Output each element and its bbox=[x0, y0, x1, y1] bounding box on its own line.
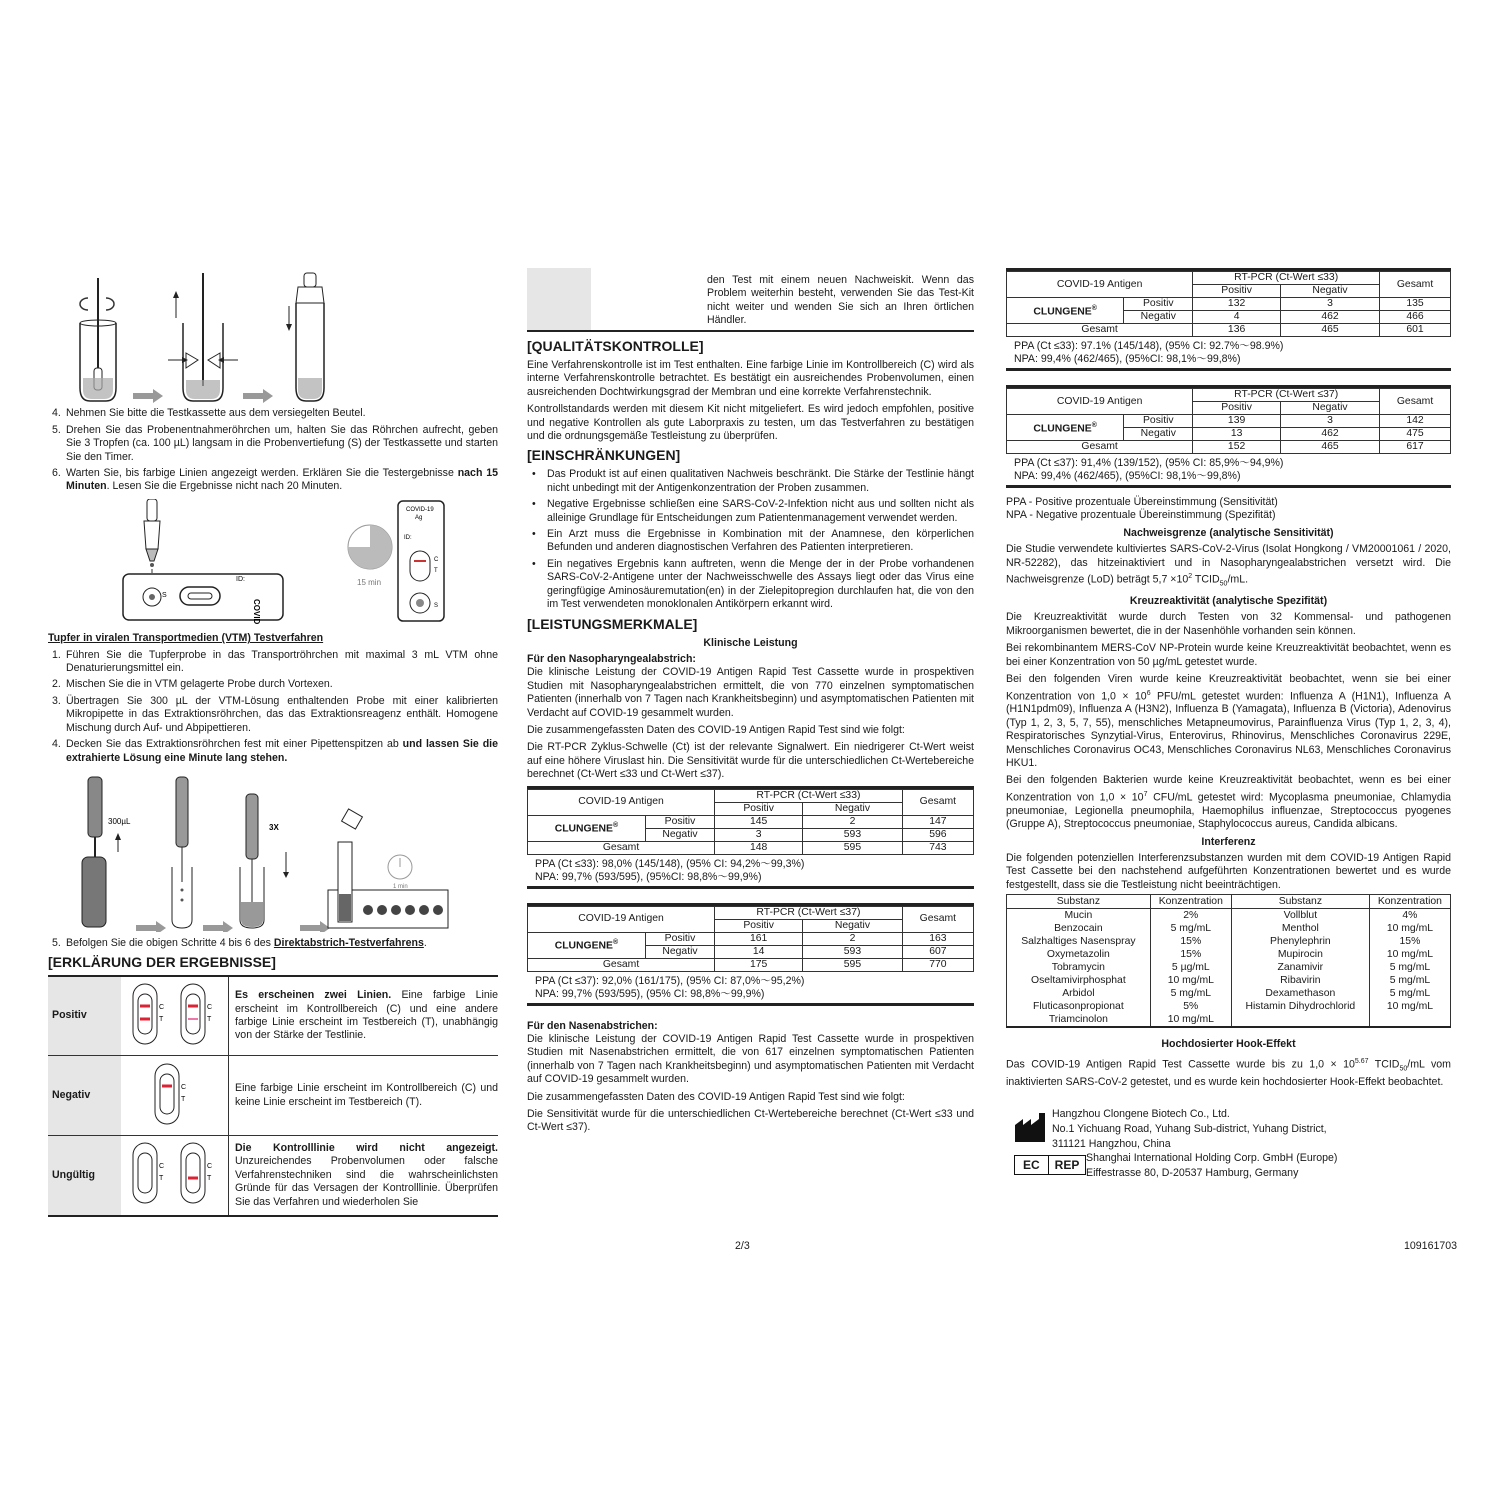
limitation-item: • Ein Arzt muss die Ergebnisse in Kombination mit der Anamnese, den körperlichen Befunden und anderen diagnostischen Verfahren des Patienten interpretieren. bbox=[527, 528, 974, 555]
limitation-item: • Das Produkt ist auf einen qualitativen Nachweis beschränkt. Die Stärke der Testlinie hängt nicht unbedingt mit der Antigenkonzentration der Proben zusammen. bbox=[527, 468, 974, 495]
table-row: Mucin 2% Vollblut 4% bbox=[1007, 909, 1451, 923]
step-item: 3. Übertragen Sie 300 µL der VTM-Lösung enthaltenden Probe mit einer kalibrierten Mikropipette in das Extraktionsröhrchen, das das Extraktionsreagenz enthält. Homogene Mischung durch Auf- und Abpipettieren. bbox=[52, 694, 498, 734]
result-image bbox=[121, 1136, 229, 1216]
step-item: 4. Decken Sie das Extraktionsröhrchen fest mit einer Pipettenspitzen ab und lassen Sie die extrahierte Lösung eine Minute lang stehen. bbox=[52, 738, 498, 764]
cassette-t-2: T bbox=[434, 567, 438, 574]
cassette-timer-illustration bbox=[48, 499, 498, 624]
npa-definition: NPA - Negative prozentuale Übereinstimmung (Spezifität) bbox=[1006, 509, 1276, 522]
pipette-procedure-illustration bbox=[48, 772, 498, 932]
section-qc-heading: [QUALITÄTSKONTROLLE] bbox=[527, 338, 704, 354]
column-1 bbox=[48, 268, 498, 1217]
result-row-invalid bbox=[48, 1136, 498, 1216]
cassette-c-2: C bbox=[434, 556, 439, 563]
interference-text: Die folgenden potenziellen Interferenzsubstanzen wurden mit dem COVID-19 Antigen Rapid Test Cassette bei den nachstehend aufgeführten Konzentrationen bewertet und es wurde festgestellt, dass sie die Testleistung nicht beeinträchtigen. bbox=[1006, 852, 1451, 891]
svg-text:T: T bbox=[206, 1175, 211, 1183]
continuation-text: den Test mit einem neuen Nachweiskit. Wenn das Problem weiterhin besteht, verwenden Sie das Test-Kit nicht weiter und wenden Sie sich an Ihren örtlichen Händler. bbox=[707, 274, 974, 327]
cassette-id-label: ID: bbox=[236, 575, 245, 583]
step-item: 2. Mischen Sie die in VTM gelagerte Probe durch Vortexen. bbox=[52, 678, 333, 691]
performance-table-2: COVID-19 Antigen RT-PCR (Ct-Wert ≤37) Gesamt Positiv Negativ CLUNGENE® Positiv 161 2 163 Negativ 14 593 607 Gesamt 175 595 770 PPA (Ct ≤37): 92,0% (161/175), (95% CI: 87,0%～95,2%) NPA: 99,7% (593/595), (95% CI: 98,8%～99,9%) bbox=[527, 903, 974, 1006]
result-description: Es erscheinen zwei Linien. Eine farbige Linie erscheint im Kontrollbereich (C) und eine andere farbige Linie erscheint im Testbereich (T), unabhängig von der Stärke der Testlinie. bbox=[229, 976, 499, 1056]
performance-table-4: COVID-19 Antigen RT-PCR (Ct-Wert ≤37) Gesamt Positiv Negativ CLUNGENE® Positiv 139 3 142 Negativ 13 462 475 Gesamt 152 465 617 PPA (Ct ≤37): 91,4% (139/152), (95% CI: 85,9%～94,9%) NPA: 99,4% (462/465), (95%CI: 98,1%～99,8%) bbox=[1006, 385, 1451, 488]
svg-text:C: C bbox=[206, 1163, 212, 1171]
nasal-text: Die zusammengefassten Daten des COVID-19 Antigen Rapid Test sind wie folgt: bbox=[527, 1090, 905, 1103]
vtm-steps-list bbox=[48, 649, 498, 765]
volume-label: 300µL bbox=[108, 816, 131, 826]
svg-text:T: T bbox=[206, 1015, 211, 1023]
step-item: 1. Führen Sie die Tupferprobe in das Transportröhrchen mit maximal 3 mL VTM ohne Denaturierungsmittel ein. bbox=[52, 648, 498, 675]
table-row: Triamcinolon 10 mg/mL bbox=[1007, 1013, 1451, 1027]
lod-heading: Nachweisgrenze (analytische Sensitivität) bbox=[1123, 526, 1334, 539]
svg-text:C: C bbox=[158, 1163, 164, 1171]
cassette-s-label: S bbox=[162, 591, 167, 599]
table-row: Tobramycin 5 µg/mL Zanamivir 5 mg/mL bbox=[1007, 961, 1451, 974]
cross-reactivity-heading: Kreuzreaktivität (analytische Spezifität) bbox=[1129, 595, 1328, 608]
svg-text:C: C bbox=[158, 1003, 164, 1011]
section-results-heading: [ERKLÄRUNG DER ERGEBNISSE] bbox=[48, 953, 276, 970]
eu-representative-address: Shanghai International Holding Corp. GmbH (Europe) Eiffestrasse 80, D-20537 Hamburg, Germany bbox=[1086, 1152, 1338, 1180]
manufacturer-address: Hangzhou Clongene Biotech Co., Ltd. No.1 Yichuang Road, Yuhang Sub-district, Yuhang District, 311121 Hangzhou, China bbox=[1052, 1108, 1327, 1151]
column-2 bbox=[527, 268, 974, 1139]
result-image bbox=[121, 976, 229, 1056]
limitation-item: • Ein negatives Ergebnis kann auftreten, wenn die Menge der in der Probe vorhandenen SARS-CoV-2-Antigene unter der Nachweisschwelle des Assays liegt oder das Virus eine geringfügige Aminosäuremutation(en) in der Zielepitopregion durchlaufen hat, die von den im Test verwendeten monoklonalen Antikörpern erkannt wird. bbox=[527, 558, 974, 612]
nasopharyngeal-text: Die klinische Leistung der COVID-19 Antigen Rapid Test Cassette wurde in prospektiven Studien mit Nasopharyngealabstrichen ermittelt, die von 770 einzelnen symptomatischen Patienten (innerhalb von 7 Tagen nach Krankheitsbeginn) und asymptomatischen Patienten mit Verdacht auf COVID-19 gesammelt wurden. bbox=[527, 666, 974, 719]
direct-steps-list bbox=[48, 407, 498, 493]
invalid-continuation bbox=[527, 268, 974, 332]
svg-text:C: C bbox=[180, 1083, 186, 1091]
nasal-heading: Für den Nasenabstrichen: bbox=[527, 1019, 658, 1032]
table-row: Benzocain 5 mg/mL Menthol 10 mg/mL bbox=[1007, 922, 1451, 935]
qc-paragraph: Eine Verfahrenskontrolle ist im Test enthalten. Eine farbige Linie im Kontrollbereich (C) wird als interne Verfahrenskontrolle betrachtet. Es bestätigt ein ausreichendes Probenvolumen, einen ausreichenden Dochtwirkungsgrad der Membran und eine korrekte Verfahrenstechnik. bbox=[527, 359, 974, 398]
svg-text:C: C bbox=[206, 1003, 212, 1011]
vtm-step5 bbox=[48, 937, 498, 950]
manufacturer-block bbox=[1006, 1107, 1451, 1187]
result-label: Negativ bbox=[48, 1056, 121, 1136]
nasopharyngeal-heading: Für den Nasopharyngealabstrich: bbox=[527, 652, 696, 665]
nasal-text: Die Sensitivität wurde für die unterschiedlichen Ct-Wertebereiche berechnet (Ct-Wert ≤33 und Ct-Wert ≤37). bbox=[527, 1108, 974, 1134]
hook-heading: Hochdosierter Hook-Effekt bbox=[1161, 1038, 1296, 1051]
svg-text:T: T bbox=[158, 1175, 163, 1183]
result-description: Die Kontrolllinie wird nicht angezeigt. Unzureichendes Probenvolumen oder falsche Verfahrenstechniken sind die wahrscheinlichsten Gründe für das Versagen der Kontrolllinie. Überprüfen Sie das Verfahren und wiederholen Sie bbox=[229, 1136, 499, 1216]
cassette-title-2: COVID-19 bbox=[406, 506, 434, 513]
interference-heading: Interferenz bbox=[1201, 835, 1256, 848]
timer-label: 15 min bbox=[357, 577, 382, 587]
page-number: 2/3 bbox=[735, 1240, 750, 1252]
table-row: Oxymetazolin 15% Mupirocin 10 mg/mL bbox=[1007, 948, 1451, 961]
cross-text: Bei den folgenden Viren wurde keine Kreuzreaktivität beobachtet, wenn sie bei einer Konzentration von $1,0 \times 10^6$ PFU/mL getestet wurden: Influenza A (H1N1), Influenza A (H1N1pdm09), Influenza A (H3N2), Influenza B (Yamagata), Influenza B (Victoria), Adenovirus (Typ 1, 2, 3, 5, 7, 55), menschliches Metapneumovirus, Parainfluenza Virus (Typ 1, 2, 3, 4), Respiratorisches Synzytial-Virus, Enterovirus, Rhinovirus, Menschliches Coronavirus 229E, Menschliches Coronavirus OC43, Menschliches Coronavirus NL63, Menschliches Coronavirus HKU1. bbox=[1006, 673, 1451, 770]
result-label: Ungültig bbox=[48, 1136, 121, 1216]
svg-text:T: T bbox=[158, 1015, 163, 1023]
table-row: Salzhaltiges Nasenspray 15% Phenylephrin 15% bbox=[1007, 935, 1451, 948]
step-item: 4. Nehmen Sie bitte die Testkassette aus dem versiegelten Beutel. bbox=[52, 407, 366, 420]
document-number: 109161703 bbox=[1404, 1240, 1458, 1252]
interference-table: Substanz Konzentration Substanz Konzentration Mucin 2% Vollblut 4% Benzocain 5 mg/mL Menthol 10 mg/mL Salzhaltiges Nasenspray 15% Phenylephrin 15% Oxymetazolin 15% Mupirocin 10 mg/mL Tobramycin 5 µg/mL Zanamivir 5 mg/mL Oseltamivirphosphat 10 mg/mL Ribavirin 5 mg/mL Arbidol 5 mg/mL Dexamethason 5 mg/mL Fluticasonpropionat 5% Histamin Dihydrochlorid 10 mg/mL Triamcinolon 10 mg/mL bbox=[1006, 894, 1451, 1028]
cross-text: Die Kreuzreaktivität wurde durch Testen von 32 Kommensal- und pathogenen Mikroorganismen bewertet, die in der Nasenhöhle vorhanden sein können. bbox=[1006, 611, 1451, 637]
section-limitations-heading: [EINSCHRÄNKUNGEN] bbox=[527, 447, 681, 464]
cassette-sub-2: Ag bbox=[415, 514, 423, 521]
results-table bbox=[48, 975, 498, 1217]
swab-procedure-illustration bbox=[48, 268, 498, 403]
result-row-negative bbox=[48, 1056, 498, 1136]
svg-text:T: T bbox=[180, 1095, 185, 1103]
result-label: Positiv bbox=[48, 976, 121, 1056]
table-row: Fluticasonpropionat 5% Histamin Dihydrochlorid 10 mg/mL bbox=[1007, 1000, 1451, 1013]
column-3 bbox=[1006, 268, 1451, 1187]
table-row: Arbidol 5 mg/mL Dexamethason 5 mg/mL bbox=[1007, 987, 1451, 1000]
hook-text: Das COVID-19 Antigen Rapid Test Cassette wurde bis zu $1,0 \times 10^{5.67}$ $TCID_{50}/mL$ vom inaktivierten SARS-CoV-2 getestet, und es wurde kein hochdosierter Hook-Effekt beobachtet. bbox=[1006, 1057, 1451, 1088]
cassette-s-2: S bbox=[434, 602, 439, 609]
ec-rep-symbol: EC REP bbox=[1014, 1155, 1086, 1175]
factory-icon bbox=[1014, 1113, 1050, 1143]
vtm-title: Tupfer in viralen Transportmedien (VTM) Testverfahren bbox=[48, 632, 324, 645]
lod-text: Die Studie verwendete kultiviertes SARS-CoV-2-Virus (Isolat Hongkong / VM20001061 / 2020, NR-52282), das hitzeinaktiviert und in Nasopharyngealabstrichen versetzt wird. Die Nachweisgrenze (LoD) beträgt $5,7 \times 10^2$ $TCID_{50}/mL$. bbox=[1006, 543, 1451, 588]
wait-label: 1 min bbox=[393, 883, 408, 890]
step-item: 5. Drehen Sie das Probenentnahmeröhrchen um, halten Sie das Röhrchen aufrecht, geben Sie 3 Tropfen (ca. 100 µL) langsam in die Probenvertiefung (S) der Testkassette und starten Sie den Timer. bbox=[52, 423, 498, 463]
result-image bbox=[121, 1056, 229, 1136]
step-item: 5. Befolgen Sie die obigen Schritte 4 bis 6 des Direktabstrich-Testverfahrens. bbox=[52, 937, 427, 950]
result-description: Eine farbige Linie erscheint im Kontrollbereich (C) und keine Linie erscheint im Testbereich (T). bbox=[229, 1056, 499, 1136]
section-performance-heading: [LEISTUNGSMERKMALE] bbox=[527, 615, 698, 632]
qc-paragraph: Kontrollstandards werden mit diesem Kit nicht mitgeliefert. Es wird jedoch empfohlen, positive und negative Kontrollen als gute Laborpraxis zu testen, um das Testverfahren zu bestätigen und die ordnungsgemäße Testleistung zu überprüfen. bbox=[527, 403, 974, 443]
limitations-list bbox=[527, 468, 974, 611]
result-row-positive bbox=[48, 976, 498, 1056]
ppa-definition: PPA - Positive prozentuale Übereinstimmung (Sensitivität) bbox=[1006, 496, 1278, 508]
mix-count-label: 3X bbox=[269, 822, 279, 832]
nasopharyngeal-text: Die zusammengefassten Daten des COVID-19 Antigen Rapid Test sind wie folgt: bbox=[527, 723, 905, 736]
cross-text: Bei rekombinantem MERS-CoV NP-Protein wurde keine Kreuzreaktivität beobachtet, wenn es bei einer Konzentration von 50 µg/mL getestet wurde. bbox=[1006, 642, 1451, 668]
step-item: 6. Warten Sie, bis farbige Linien angezeigt werden. Erklären Sie die Testergebnisse nach 15 Minuten. Lesen Sie die Ergebnisse nicht nach 20 Minuten. bbox=[52, 467, 499, 493]
cross-text: Bei den folgenden Bakterien wurde keine Kreuzreaktivität beobachtet, wenn es bei einer Konzentration von $1,0 \times 10^7$ CFU/mL getestet wird: Mycoplasma pneumoniae, Chlamydia pneumoniae, Legionella pneumophila, Haemophilus influenzae, Streptococcus pyogenes (Gruppe A), Streptococcus pneumoniae, Staphylococcus aureus, Candida albicans. bbox=[1006, 774, 1451, 831]
nasal-text: Die klinische Leistung der COVID-19 Antigen Rapid Test Cassette wurde in prospektiven Studien mit Nasenabstrichen ermittelt, die von 617 einzelnen symptomatischen Patienten (innerhalb von 7 Tagen nach Krankheitsbeginn) und asymptomatischen Patienten mit Verdacht auf COVID-19 gesammelt wurden. bbox=[527, 1032, 974, 1086]
performance-table-1: COVID-19 Antigen RT-PCR (Ct-Wert ≤33) Gesamt Positiv Negativ CLUNGENE® Positiv 145 2 147 Negativ 3 593 596 Gesamt 148 595 743 PPA (Ct ≤33): 98,0% (145/148), (95% CI: 94,2%～99,3%) NPA: 99,7% (593/595), (95%CI: 98,8%～99,9%) bbox=[527, 786, 974, 889]
cassette-id-2: ID: bbox=[404, 534, 412, 541]
table-row: Oseltamivirphosphat 10 mg/mL Ribavirin 5 mg/mL bbox=[1007, 974, 1451, 987]
clinical-performance-heading: Klinische Leistung bbox=[703, 636, 798, 649]
performance-table-3: COVID-19 Antigen RT-PCR (Ct-Wert ≤33) Gesamt Positiv Negativ CLUNGENE® Positiv 132 3 135 Negativ 4 462 466 Gesamt 136 465 601 PPA (Ct ≤33): 97.1% (145/148), (95% CI: 92.7%～98.9%) NPA: 99,4% (462/465), (95%CI: 98,1%～99,8%) bbox=[1006, 268, 1451, 371]
limitation-item: • Negative Ergebnisse schließen eine SARS-CoV-2-Infektion nicht aus und sollten nicht als alleinige Grundlage für Entscheidungen zum Patientenmanagement verwendet werden. bbox=[527, 498, 974, 525]
nasopharyngeal-text: Die RT-PCR Zyklus-Schwelle (Ct) ist der relevante Signalwert. Ein niedrigerer Ct-Wert weist auf eine höhere Viruslast hin. Die Sensitivität wurde für die unterschiedlichen Ct-Wertebereiche berechnet (Ct-Wert ≤33 und Ct-Wert ≤37). bbox=[527, 741, 974, 781]
cassette-title: COVID-19 bbox=[252, 598, 261, 624]
